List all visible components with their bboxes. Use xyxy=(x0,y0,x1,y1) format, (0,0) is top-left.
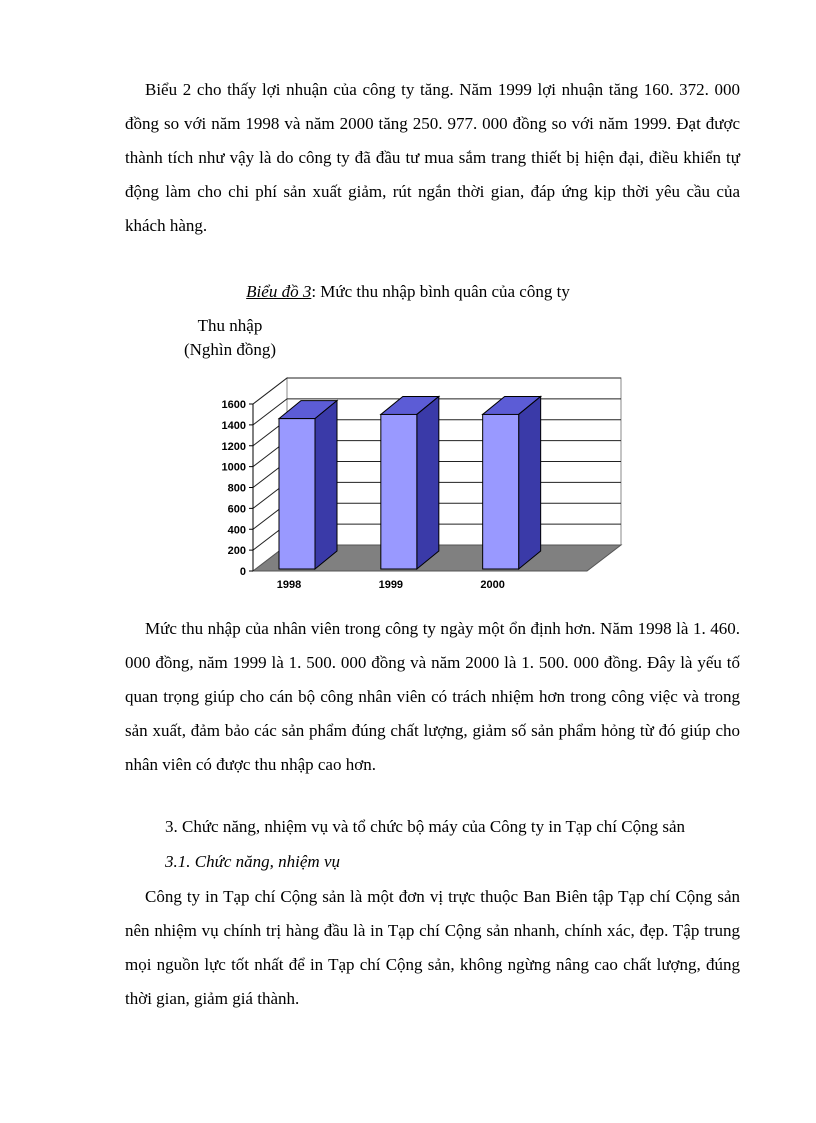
chart-y-axis-title xyxy=(170,314,290,362)
chart-bar-front xyxy=(381,414,417,569)
chart-caption xyxy=(0,278,816,306)
chart-y-tick-label: 200 xyxy=(227,545,246,558)
paragraph-company-duties-text: Công ty in Tạp chí Cộng sản là một đơn vị trực thuộc Ban Biên tập Tạp chí Cộng sản nên nhiệm vụ chính trị hàng đầu là in Tạp chí Cộng sản nhanh, chính xác, đẹp. Tập trung mọi nguồn lực tốt nhất để in Tạp chí Cộng sản, không ngừng nâng cao chất lượng, đúng thời gian, giảm giá thành. xyxy=(125,887,740,1008)
chart-bar-front xyxy=(483,414,519,569)
chart-bar-side xyxy=(417,396,439,569)
income-bar-chart xyxy=(205,368,665,600)
chart-y-tick-label: 1200 xyxy=(221,440,246,453)
paragraph-income-text: Mức thu nhập của nhân viên trong công ty ngày một ổn định hơn. Năm 1998 là 1. 460. 000 đồng, năm 1999 là 1. 500. 000 đồng và năm 2000 là 1. 500. 000 đồng. Đây là yếu tố quan trọng giúp cho cán bộ công nhân viên có trách nhiệm hơn trong công việc và trong sản xuất, đảm bảo các sản phẩm đúng chất lượng, giảm số sản phẩm hỏng từ đó giúp cho nhân viên có được thu nhập cao hơn. xyxy=(125,619,740,774)
chart-y-tick-label: 800 xyxy=(227,482,246,495)
chart-y-tick-label: 1400 xyxy=(221,419,246,432)
paragraph-company-duties xyxy=(125,880,740,1016)
paragraph-profit xyxy=(125,73,740,243)
chart-y-axis-title-line1: Thu nhập xyxy=(197,316,263,335)
chart-y-tick-label: 600 xyxy=(227,503,246,516)
chart-bar-front xyxy=(279,419,315,569)
chart-y-tick-label: 1600 xyxy=(221,399,246,411)
chart-y-axis-title-line2: (Nghìn đồng) xyxy=(183,340,277,359)
paragraph-profit-text: Biểu 2 cho thấy lợi nhuận của công ty tăng. Năm 1999 lợi nhuận tăng 160. 372. 000 đồng so với năm 1998 và năm 2000 tăng 250. 977. 000 đồng so với năm 1999. Đạt được thành tích như vậy là do công ty đã đầu tư mua sắm trang thiết bị hiện đại, điều khiển tự động làm cho chi phí sản xuất giảm, rút ngắn thời gian, đáp ứng kịp thời yêu cầu của khách hàng. xyxy=(125,80,740,235)
chart-x-tick-label: 1998 xyxy=(276,579,302,591)
chart-caption-text: : Mức thu nhập bình quân của công ty xyxy=(311,282,570,301)
chart-y-tick-label: 400 xyxy=(227,524,246,537)
subsection-heading: 3.1. Chức năng, nhiệm vụ xyxy=(165,852,340,871)
chart-bar-side xyxy=(519,396,541,569)
chart-caption-label: Biểu đồ 3 xyxy=(246,282,312,301)
paragraph-income xyxy=(125,612,740,782)
chart-bar-1998 xyxy=(279,401,337,569)
chart-x-tick-label: 1999 xyxy=(378,579,404,591)
chart-y-tick-label: 1000 xyxy=(221,461,246,474)
chart-bar-side xyxy=(315,401,337,569)
chart-bar-2000 xyxy=(483,396,541,569)
chart-bar-1999 xyxy=(381,396,439,569)
section-heading: 3. Chức năng, nhiệm vụ và tổ chức bộ máy của Công ty in Tạp chí Cộng sản xyxy=(165,817,685,836)
chart-x-tick-label: 2000 xyxy=(480,579,505,591)
chart-y-tick-label: 0 xyxy=(239,566,246,578)
